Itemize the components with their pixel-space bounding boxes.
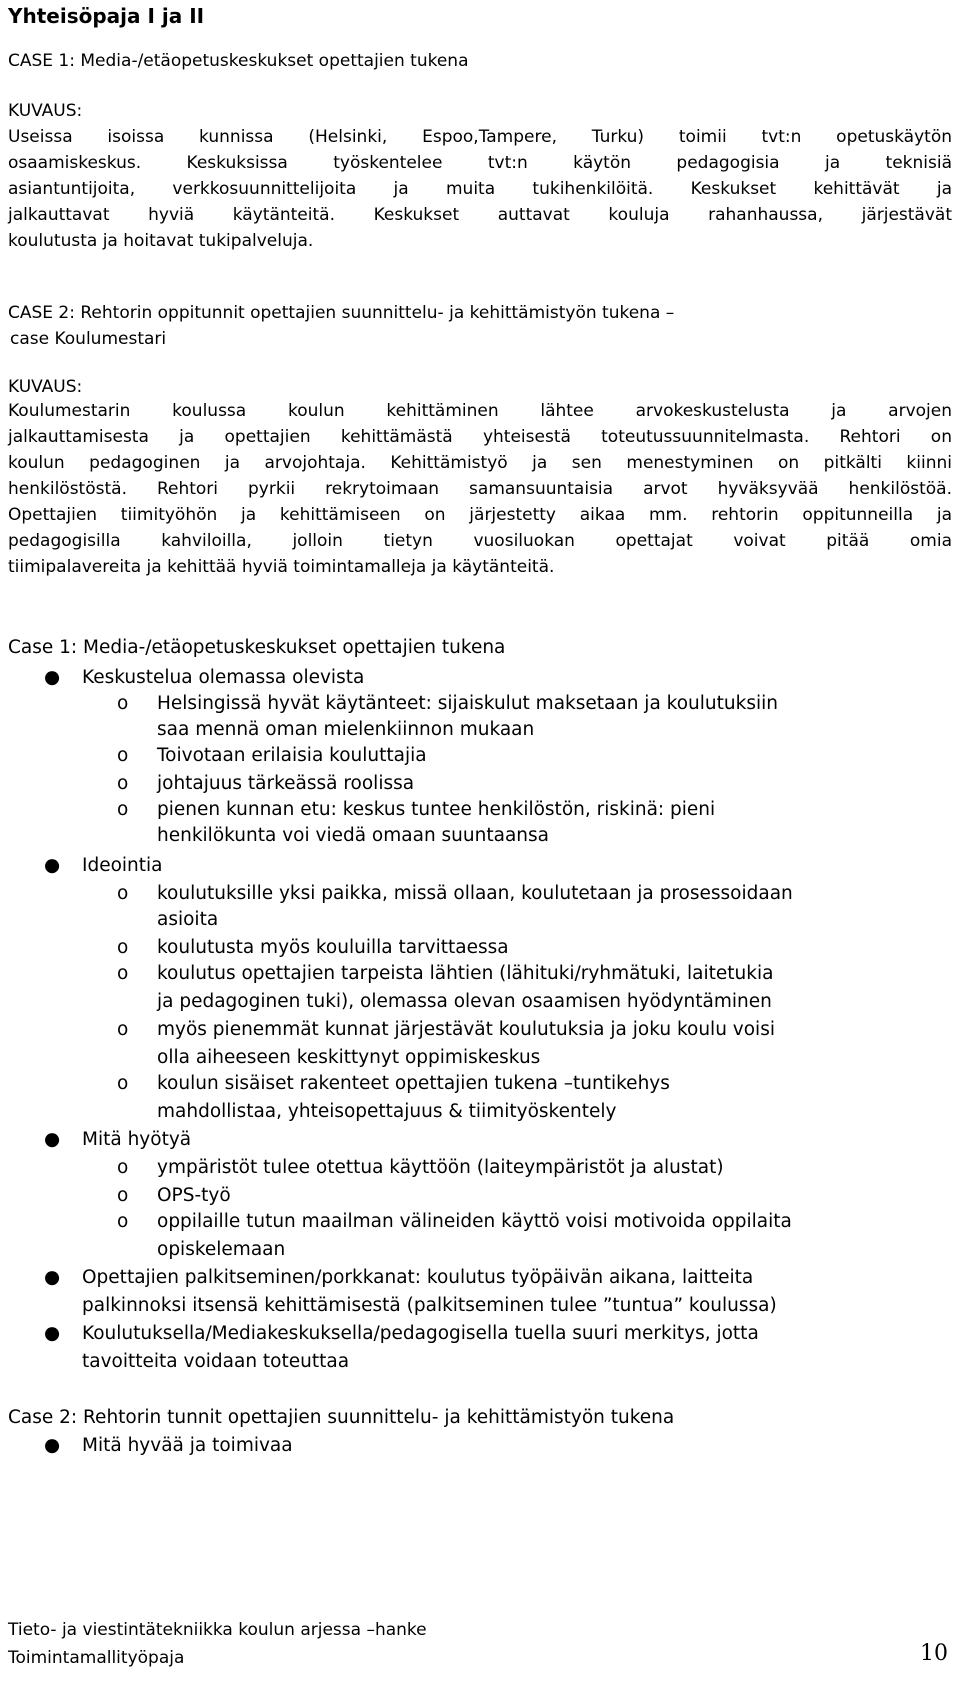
bullet-text: Mitä hyötyä <box>82 1129 192 1150</box>
case2-desc-line: Opettajien tiimityöhön ja kehittämiseen on järjestetty aikaa mm. rehtorin oppitunneilla ja <box>8 505 952 525</box>
bullet-icon: ● <box>44 667 61 688</box>
sub-bullet-text: oppilaille tutun maailman välineiden käyttö voisi motivoida oppilaita <box>157 1211 792 1232</box>
bullet-icon: ● <box>44 855 61 876</box>
sub-bullet-icon: o <box>117 1157 129 1178</box>
sub-bullet-icon: o <box>117 745 129 766</box>
case2-desc-line: koulun pedagoginen ja arvojohtaja. Kehittämistyö ja sen menestyminen on pitkälti kiinni <box>8 453 952 473</box>
sub-bullet-text: mahdollistaa, yhteisopettajuus & tiimityöskentely <box>157 1101 617 1122</box>
sub-bullet-icon: o <box>117 799 129 820</box>
kuvaus-label-1: KUVAUS: <box>8 101 83 121</box>
page-number: 10 <box>920 1641 948 1666</box>
case2-heading: CASE 2: Rehtorin oppitunnit opettajien suunnittelu- ja kehittämistyön tukena – <box>8 303 675 323</box>
notes-case1-heading: Case 1: Media-/etäopetuskeskukset opettajien tukena <box>8 637 506 658</box>
bullet-icon: ● <box>44 1323 61 1344</box>
bullet-text: Keskustelua olemassa olevista <box>82 667 365 688</box>
case1-desc-line: Useissa isoissa kunnissa (Helsinki, Espoo,Tampere, Turku) toimii tvt:n opetuskäytön <box>8 127 952 147</box>
bullet-text: Koulutuksella/Mediakeskuksella/pedagogisella tuella suuri merkitys, jotta <box>82 1323 759 1344</box>
sub-bullet-text: johtajuus tärkeässä roolissa <box>157 773 415 794</box>
bullet-text: Ideointia <box>82 855 163 876</box>
case2-subheading: case Koulumestari <box>10 329 167 349</box>
bullet-icon: ● <box>44 1129 61 1150</box>
case2-desc-line: Koulumestarin koulussa koulun kehittäminen lähtee arvokeskustelusta ja arvojen <box>8 401 952 421</box>
sub-bullet-text: opiskelemaan <box>157 1239 286 1260</box>
sub-bullet-text: koulun sisäiset rakenteet opettajien tukena –tuntikehys <box>157 1073 670 1094</box>
sub-bullet-text: saa mennä oman mielenkiinnon mukaan <box>157 719 535 740</box>
footer-project: Tieto- ja viestintätekniikka koulun arjessa –hanke <box>8 1620 427 1640</box>
bullet-icon: ● <box>44 1267 61 1288</box>
sub-bullet-text: pienen kunnan etu: keskus tuntee henkilöstön, riskinä: pieni <box>157 799 716 820</box>
page-title: Yhteisöpaja I ja II <box>8 4 205 28</box>
case2-desc-line: pedagogisilla kahviloilla, jolloin tietyn vuosiluokan opettajat voivat pitää omia <box>8 531 952 551</box>
bullet-text: tavoitteita voidaan toteuttaa <box>82 1351 350 1372</box>
sub-bullet-text: asioita <box>157 909 219 930</box>
bullet-text: Mitä hyvää ja toimivaa <box>82 1435 293 1456</box>
kuvaus-label-2: KUVAUS: <box>8 377 83 397</box>
sub-bullet-icon: o <box>117 1211 129 1232</box>
sub-bullet-text: myös pienemmät kunnat järjestävät koulutuksia ja joku koulu voisi <box>157 1019 775 1040</box>
case2-desc-line: henkilöstöstä. Rehtori pyrkii rekrytoimaan samansuuntaisia arvot hyväksyvää henkilöstöä. <box>8 479 952 499</box>
case1-heading: CASE 1: Media-/etäopetuskeskukset opettajien tukena <box>8 51 469 71</box>
sub-bullet-icon: o <box>117 937 129 958</box>
sub-bullet-text: ympäristöt tulee otettua käyttöön (laiteympäristöt ja alustat) <box>157 1157 724 1178</box>
sub-bullet-text: ja pedagoginen tuki), olemassa olevan osaamisen hyödyntäminen <box>157 991 772 1012</box>
sub-bullet-icon: o <box>117 883 129 904</box>
sub-bullet-text: OPS-työ <box>157 1185 231 1206</box>
bullet-text: palkinnoksi itsensä kehittämisestä (palkitseminen tulee ”tuntua” koulussa) <box>82 1295 777 1316</box>
sub-bullet-icon: o <box>117 1073 129 1094</box>
notes-case2-heading: Case 2: Rehtorin tunnit opettajien suunnittelu- ja kehittämistyön tukena <box>8 1407 675 1428</box>
case1-desc-line: osaamiskeskus. Keskuksissa työskentelee tvt:n käytön pedagogisia ja teknisiä <box>8 153 952 173</box>
sub-bullet-text: Helsingissä hyvät käytänteet: sijaiskulut maksetaan ja koulutuksiin <box>157 693 778 714</box>
sub-bullet-text: koulutusta myös kouluilla tarvittaessa <box>157 937 509 958</box>
sub-bullet-icon: o <box>117 773 129 794</box>
sub-bullet-icon: o <box>117 1185 129 1206</box>
case2-desc-line: tiimipalavereita ja kehittää hyviä toimintamalleja ja käytänteitä. <box>8 557 555 577</box>
case1-desc-line: koulutusta ja hoitavat tukipalveluja. <box>8 231 314 251</box>
case1-desc-line: asiantuntijoita, verkkosuunnittelijoita ja muita tukihenkilöitä. Keskukset kehittävät ja <box>8 179 952 199</box>
bullet-text: Opettajien palkitseminen/porkkanat: koulutus työpäivän aikana, laitteita <box>82 1267 754 1288</box>
case2-desc-line: jalkauttamisesta ja opettajien kehittämästä yhteisestä toteutussuunnitelmasta. Rehtori on <box>8 427 952 447</box>
footer-workshop: Toimintamallityöpaja <box>8 1648 185 1668</box>
sub-bullet-icon: o <box>117 963 129 984</box>
sub-bullet-text: koulutus opettajien tarpeista lähtien (lähituki/ryhmätuki, laitetukia <box>157 963 774 984</box>
sub-bullet-text: henkilökunta voi viedä omaan suuntaansa <box>157 825 549 846</box>
sub-bullet-icon: o <box>117 1019 129 1040</box>
sub-bullet-text: koulutuksille yksi paikka, missä ollaan, koulutetaan ja prosessoidaan <box>157 883 793 904</box>
bullet-icon: ● <box>44 1435 61 1456</box>
sub-bullet-text: Toivotaan erilaisia kouluttajia <box>157 745 427 766</box>
sub-bullet-text: olla aiheeseen keskittynyt oppimiskeskus <box>157 1047 541 1068</box>
case1-desc-line: jalkauttavat hyviä käytänteitä. Keskukset auttavat kouluja rahanhaussa, järjestävät <box>8 205 952 225</box>
sub-bullet-icon: o <box>117 693 129 714</box>
